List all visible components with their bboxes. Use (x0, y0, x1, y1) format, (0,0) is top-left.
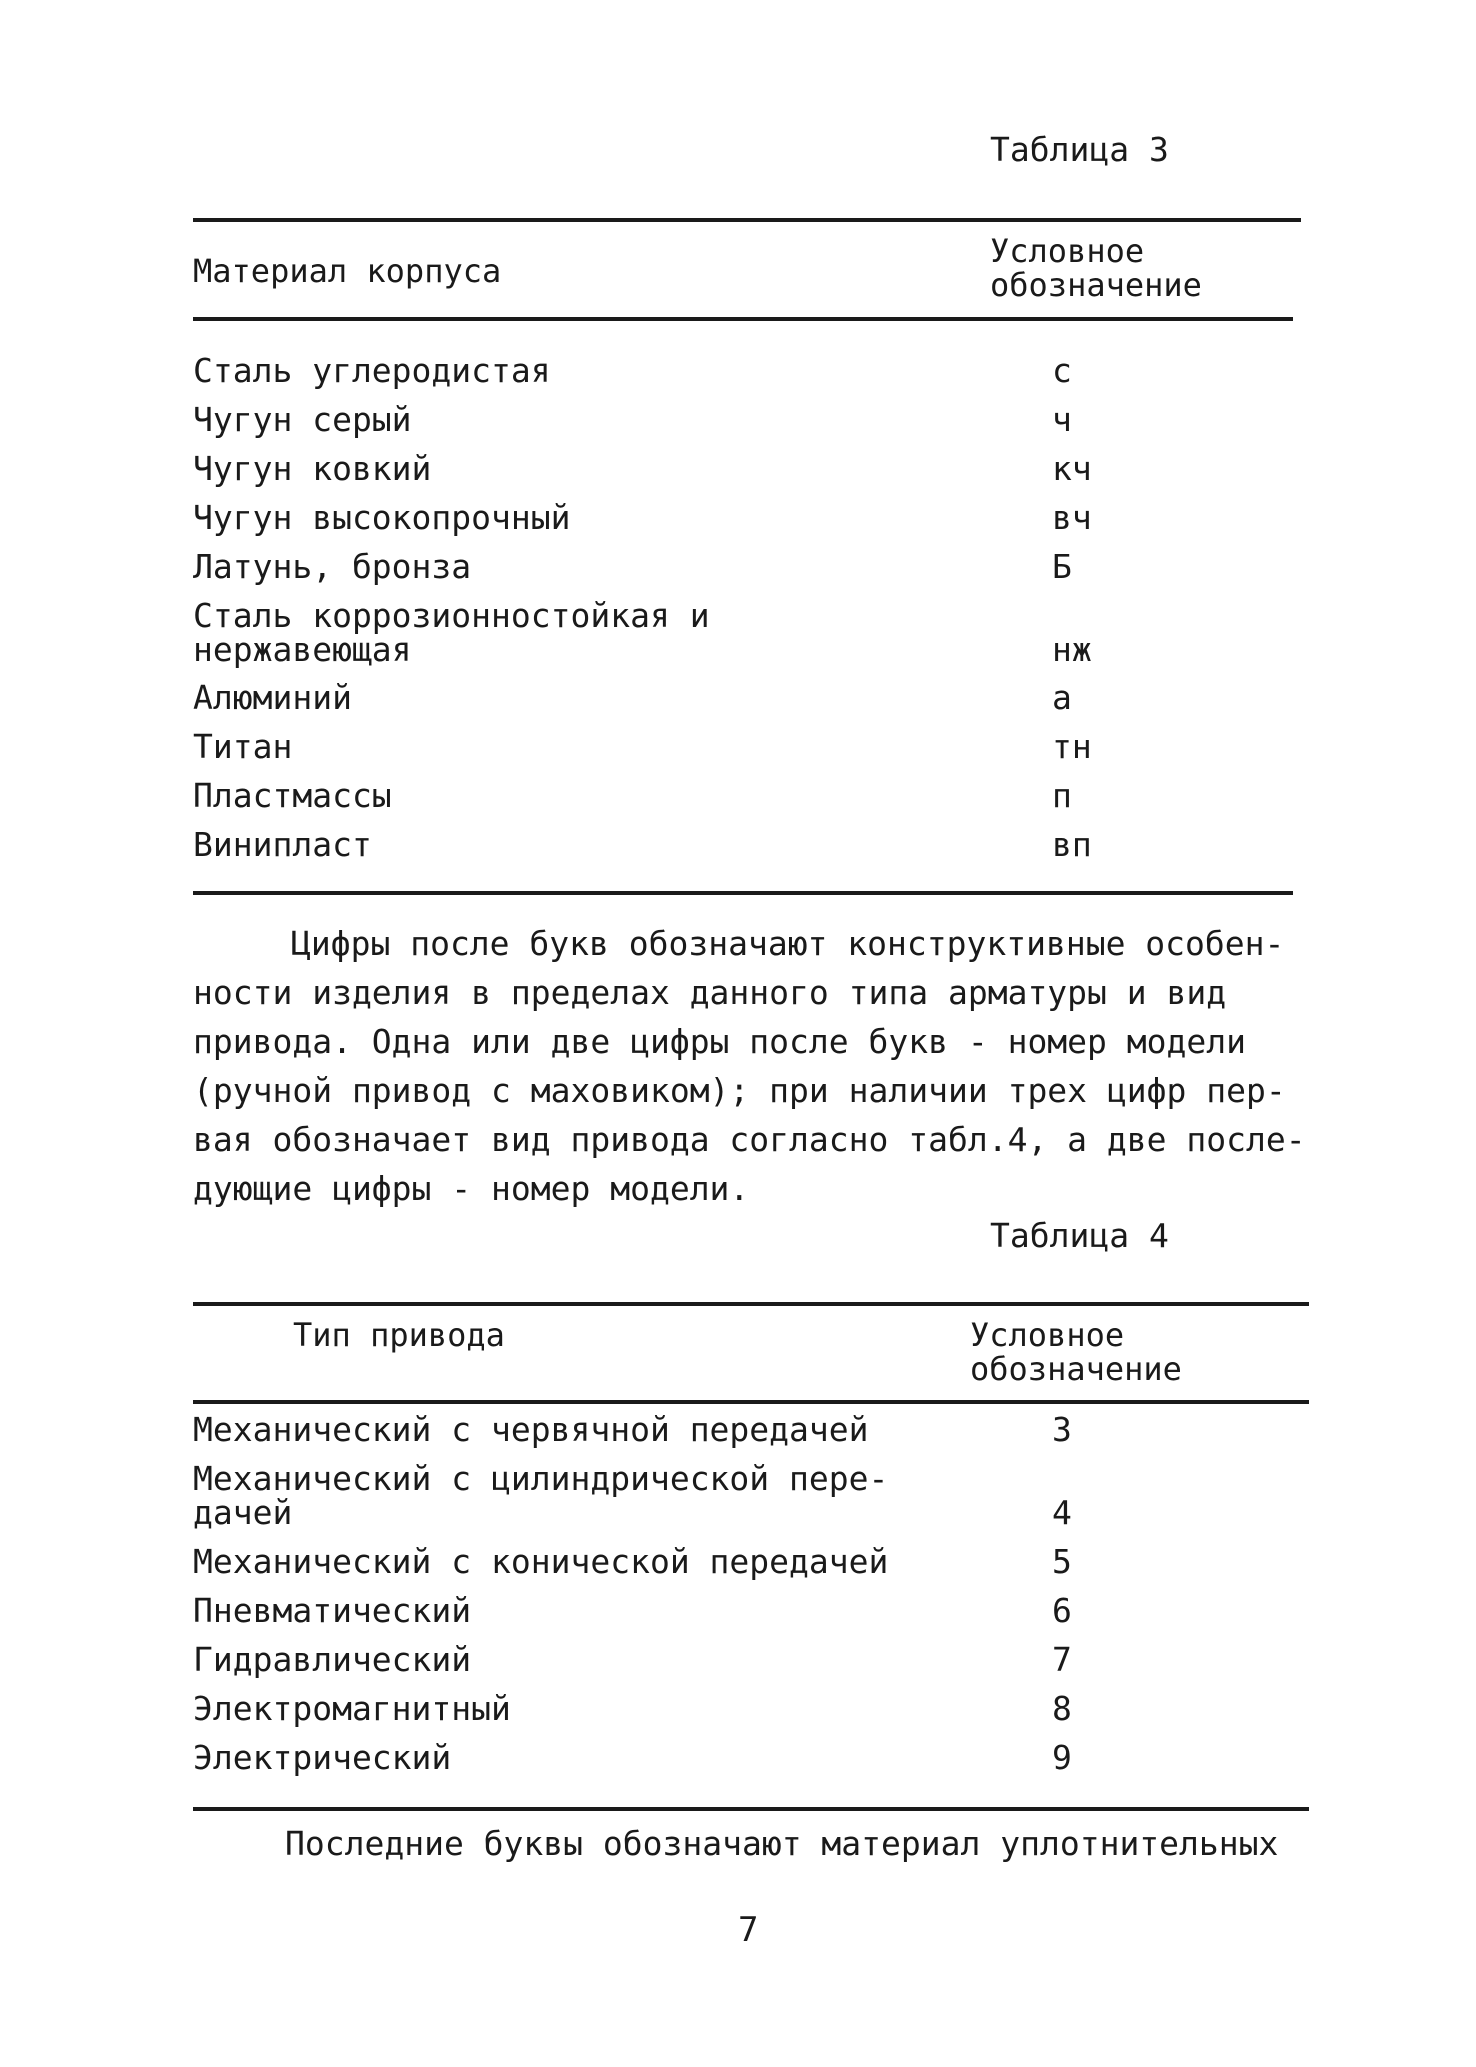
table4-header-rule (193, 1400, 1309, 1404)
table-row-code: 6 (1052, 1591, 1072, 1630)
table4-header-code: Условное обозначение (970, 1316, 1182, 1388)
table-row-name: Чугун высокопрочный (193, 498, 571, 537)
table4-bottom-rule (193, 1807, 1309, 1811)
table-row-name: Титан (193, 727, 293, 766)
table-row-name: Чугун серый (193, 400, 412, 439)
table-row-code: Б (1052, 547, 1072, 586)
table-row-name: Алюминий (193, 678, 352, 717)
continuation-line: Последние буквы обозначают материал уплотнительных (285, 1824, 1279, 1863)
table-row-code: 7 (1052, 1640, 1072, 1679)
table-row-code: 3 (1052, 1410, 1072, 1449)
table4-top-rule (193, 1302, 1309, 1306)
paragraph-line: ности изделия в пределах данного типа арматуры и вид (193, 973, 1227, 1012)
table-row-code: 8 (1052, 1689, 1072, 1728)
table-row-code: ч (1052, 400, 1072, 439)
paragraph-line: привода. Одна или две цифры после букв - номер модели (193, 1022, 1246, 1061)
table-row-name: Механический с цилиндрической пере- дачей (193, 1459, 889, 1532)
table4-header-type: Тип привода (293, 1316, 505, 1354)
table-row-name: Электромагнитный (193, 1689, 511, 1728)
paragraph-line: дующие цифры - номер модели. (193, 1169, 750, 1208)
table-row-name: Электрический (193, 1738, 452, 1777)
table3-header-rule (193, 317, 1293, 321)
table-row-name: Механический с конической передачей (193, 1542, 889, 1581)
table4-caption: Таблица 4 (990, 1216, 1169, 1255)
table-row-code: тн (1052, 727, 1092, 766)
table3-header-material: Материал корпуса (193, 252, 502, 290)
table-row-code: 5 (1052, 1542, 1072, 1581)
paragraph-line: Цифры после букв обозначают конструктивные особен- (291, 924, 1285, 963)
table3-top-rule (193, 218, 1301, 222)
table-row-name: Латунь, бронза (193, 547, 472, 586)
table-row-name: Сталь углеродистая (193, 351, 551, 390)
table-row-code: а (1052, 678, 1072, 717)
table-row-name: Пневматический (193, 1591, 472, 1630)
table-row-name: Винипласт (193, 825, 372, 864)
table-row-code: кч (1052, 449, 1092, 488)
table-row-code: п (1052, 776, 1072, 815)
table-row-name: Механический с червячной передачей (193, 1410, 869, 1449)
table-row-code: с (1052, 351, 1072, 390)
table3-header-code: Условное обозначение (990, 232, 1202, 304)
paragraph-line: (ручной привод с маховиком); при наличии трех цифр пер- (193, 1071, 1286, 1110)
table-row-code: 4 (1052, 1493, 1072, 1532)
table3-bottom-rule (193, 891, 1293, 895)
table-row-name: Гидравлический (193, 1640, 472, 1679)
page-number: 7 (738, 1910, 759, 1950)
table-row-code: вп (1052, 825, 1092, 864)
table-row-name: Сталь коррозионностойкая и нержавеющая (193, 596, 710, 669)
table-row-code: 9 (1052, 1738, 1072, 1777)
table-row-code: нж (1052, 630, 1092, 669)
table-row-name: Чугун ковкий (193, 449, 432, 488)
table3-caption: Таблица 3 (990, 130, 1169, 169)
paragraph-line: вая обозначает вид привода согласно табл.4, а две после- (193, 1120, 1306, 1159)
table-row-name: Пластмассы (193, 776, 392, 815)
table-row-code: вч (1052, 498, 1092, 537)
